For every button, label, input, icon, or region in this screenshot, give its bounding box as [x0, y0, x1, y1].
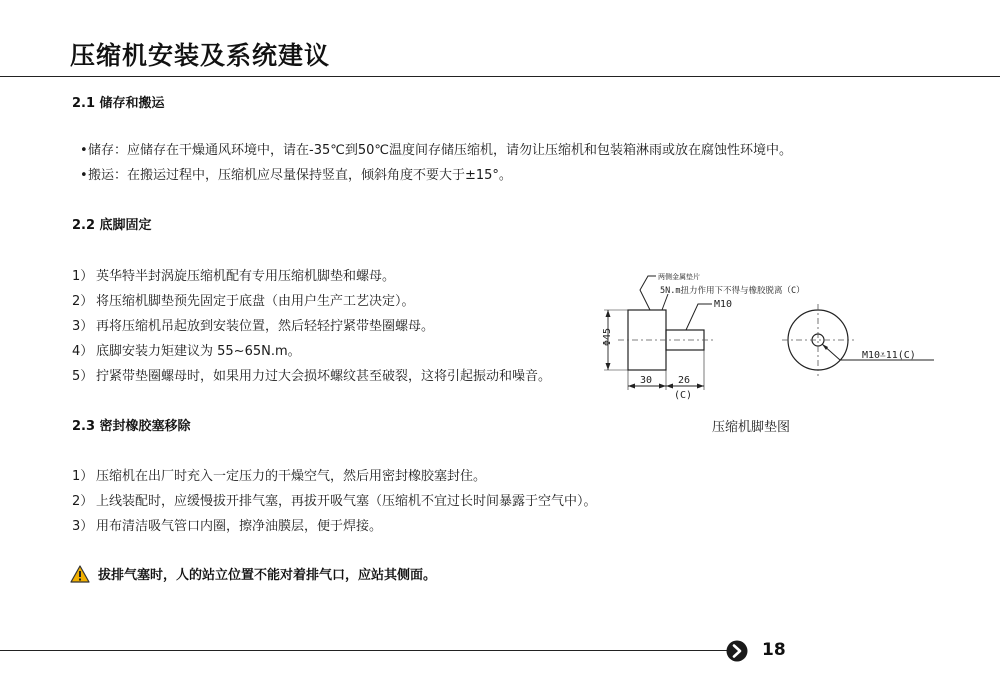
bullet-storage	[80, 139, 792, 158]
item-number: 1）	[72, 469, 94, 484]
item-text: 再将压缩机吊起放到安装位置，然后轻轻拧紧带垫圈螺母。	[96, 319, 435, 334]
list-item	[72, 315, 434, 334]
warning-text: 拔排气塞时，人的站立位置不能对着排气口，应站其侧面。	[98, 568, 437, 583]
list-item	[72, 490, 597, 509]
item-text: 英华特半封涡旋压缩机配有专用压缩机脚垫和螺母。	[96, 269, 396, 284]
section-heading-foot-mounting: 2.2 底脚固定	[72, 218, 152, 233]
diagram-caption: 压缩机脚垫图	[712, 420, 791, 435]
item-number: 2）	[72, 494, 94, 509]
item-number: 3）	[72, 519, 94, 534]
bullet-handling	[80, 164, 512, 183]
item-number: 1）	[72, 269, 94, 284]
length-b-label: 26	[678, 375, 691, 386]
item-text: 底脚安装力矩建议为 55~65N.m。	[96, 344, 301, 359]
list-item	[72, 515, 382, 534]
list-item	[72, 290, 415, 309]
bullet-text: 储存：应储存在干燥通风环境中，请在-35℃到50℃温度间存储压缩机，请勿让压缩机和包装箱淋雨或放在腐蚀性环境中。	[88, 143, 792, 158]
item-text: 将压缩机脚垫预先固定于底盘（由用户生产工艺决定）。	[96, 294, 415, 309]
list-item	[72, 465, 486, 484]
diameter-label: Φ45	[602, 327, 613, 346]
force-label: 5N.m扭力作用下不得与橡胶脱离（C）	[660, 286, 805, 296]
title-divider	[0, 76, 1000, 77]
bolt-label: M10	[714, 299, 733, 310]
foot-pad-diagram	[590, 268, 950, 408]
list-item	[72, 365, 551, 384]
item-number: 3）	[72, 319, 94, 334]
list-item	[72, 265, 395, 284]
item-text: 压缩机在出厂时充入一定压力的干燥空气，然后用密封橡胶塞封住。	[96, 469, 487, 484]
section-heading-seal-plug: 2.3 密封橡胶塞移除	[72, 419, 191, 434]
chevron-right-icon	[726, 640, 748, 662]
page-number: 18	[762, 640, 786, 660]
item-text: 用布清洁吸气管口内圈，擦净油膜层，便于焊接。	[96, 519, 383, 534]
thread-label: M10⩡11(C)	[862, 350, 916, 361]
list-item	[72, 340, 301, 359]
page-title: 压缩机安装及系统建议	[70, 41, 331, 70]
force-leader	[662, 294, 668, 310]
bullet-dot: •	[80, 168, 88, 183]
item-number: 4）	[72, 344, 94, 359]
bullet-dot: •	[80, 143, 88, 158]
length-b-note: (C)	[674, 390, 693, 401]
washer-label: 两侧金属垫片	[658, 273, 700, 281]
item-text: 拧紧带垫圈螺母时，如果用力过大会损坏螺纹甚至破裂，这将引起振动和噪音。	[96, 369, 552, 384]
section-heading-storage: 2.1 储存和搬运	[72, 96, 165, 111]
warning-note	[70, 564, 436, 583]
warning-triangle-icon	[70, 565, 90, 583]
bolt-leader	[686, 304, 712, 330]
footer-divider	[0, 650, 728, 651]
item-number: 5）	[72, 369, 94, 384]
bullet-text: 搬运：在搬运过程中，压缩机应尽量保持竖直，倾斜角度不要大于±15°。	[88, 168, 512, 183]
item-text: 上线装配时，应缓慢拔开排气塞，再拔开吸气塞（压缩机不宜过长时间暴露于空气中）。	[96, 494, 597, 509]
length-a-label: 30	[640, 375, 653, 386]
washer-leader	[640, 276, 656, 310]
item-number: 2）	[72, 294, 94, 309]
